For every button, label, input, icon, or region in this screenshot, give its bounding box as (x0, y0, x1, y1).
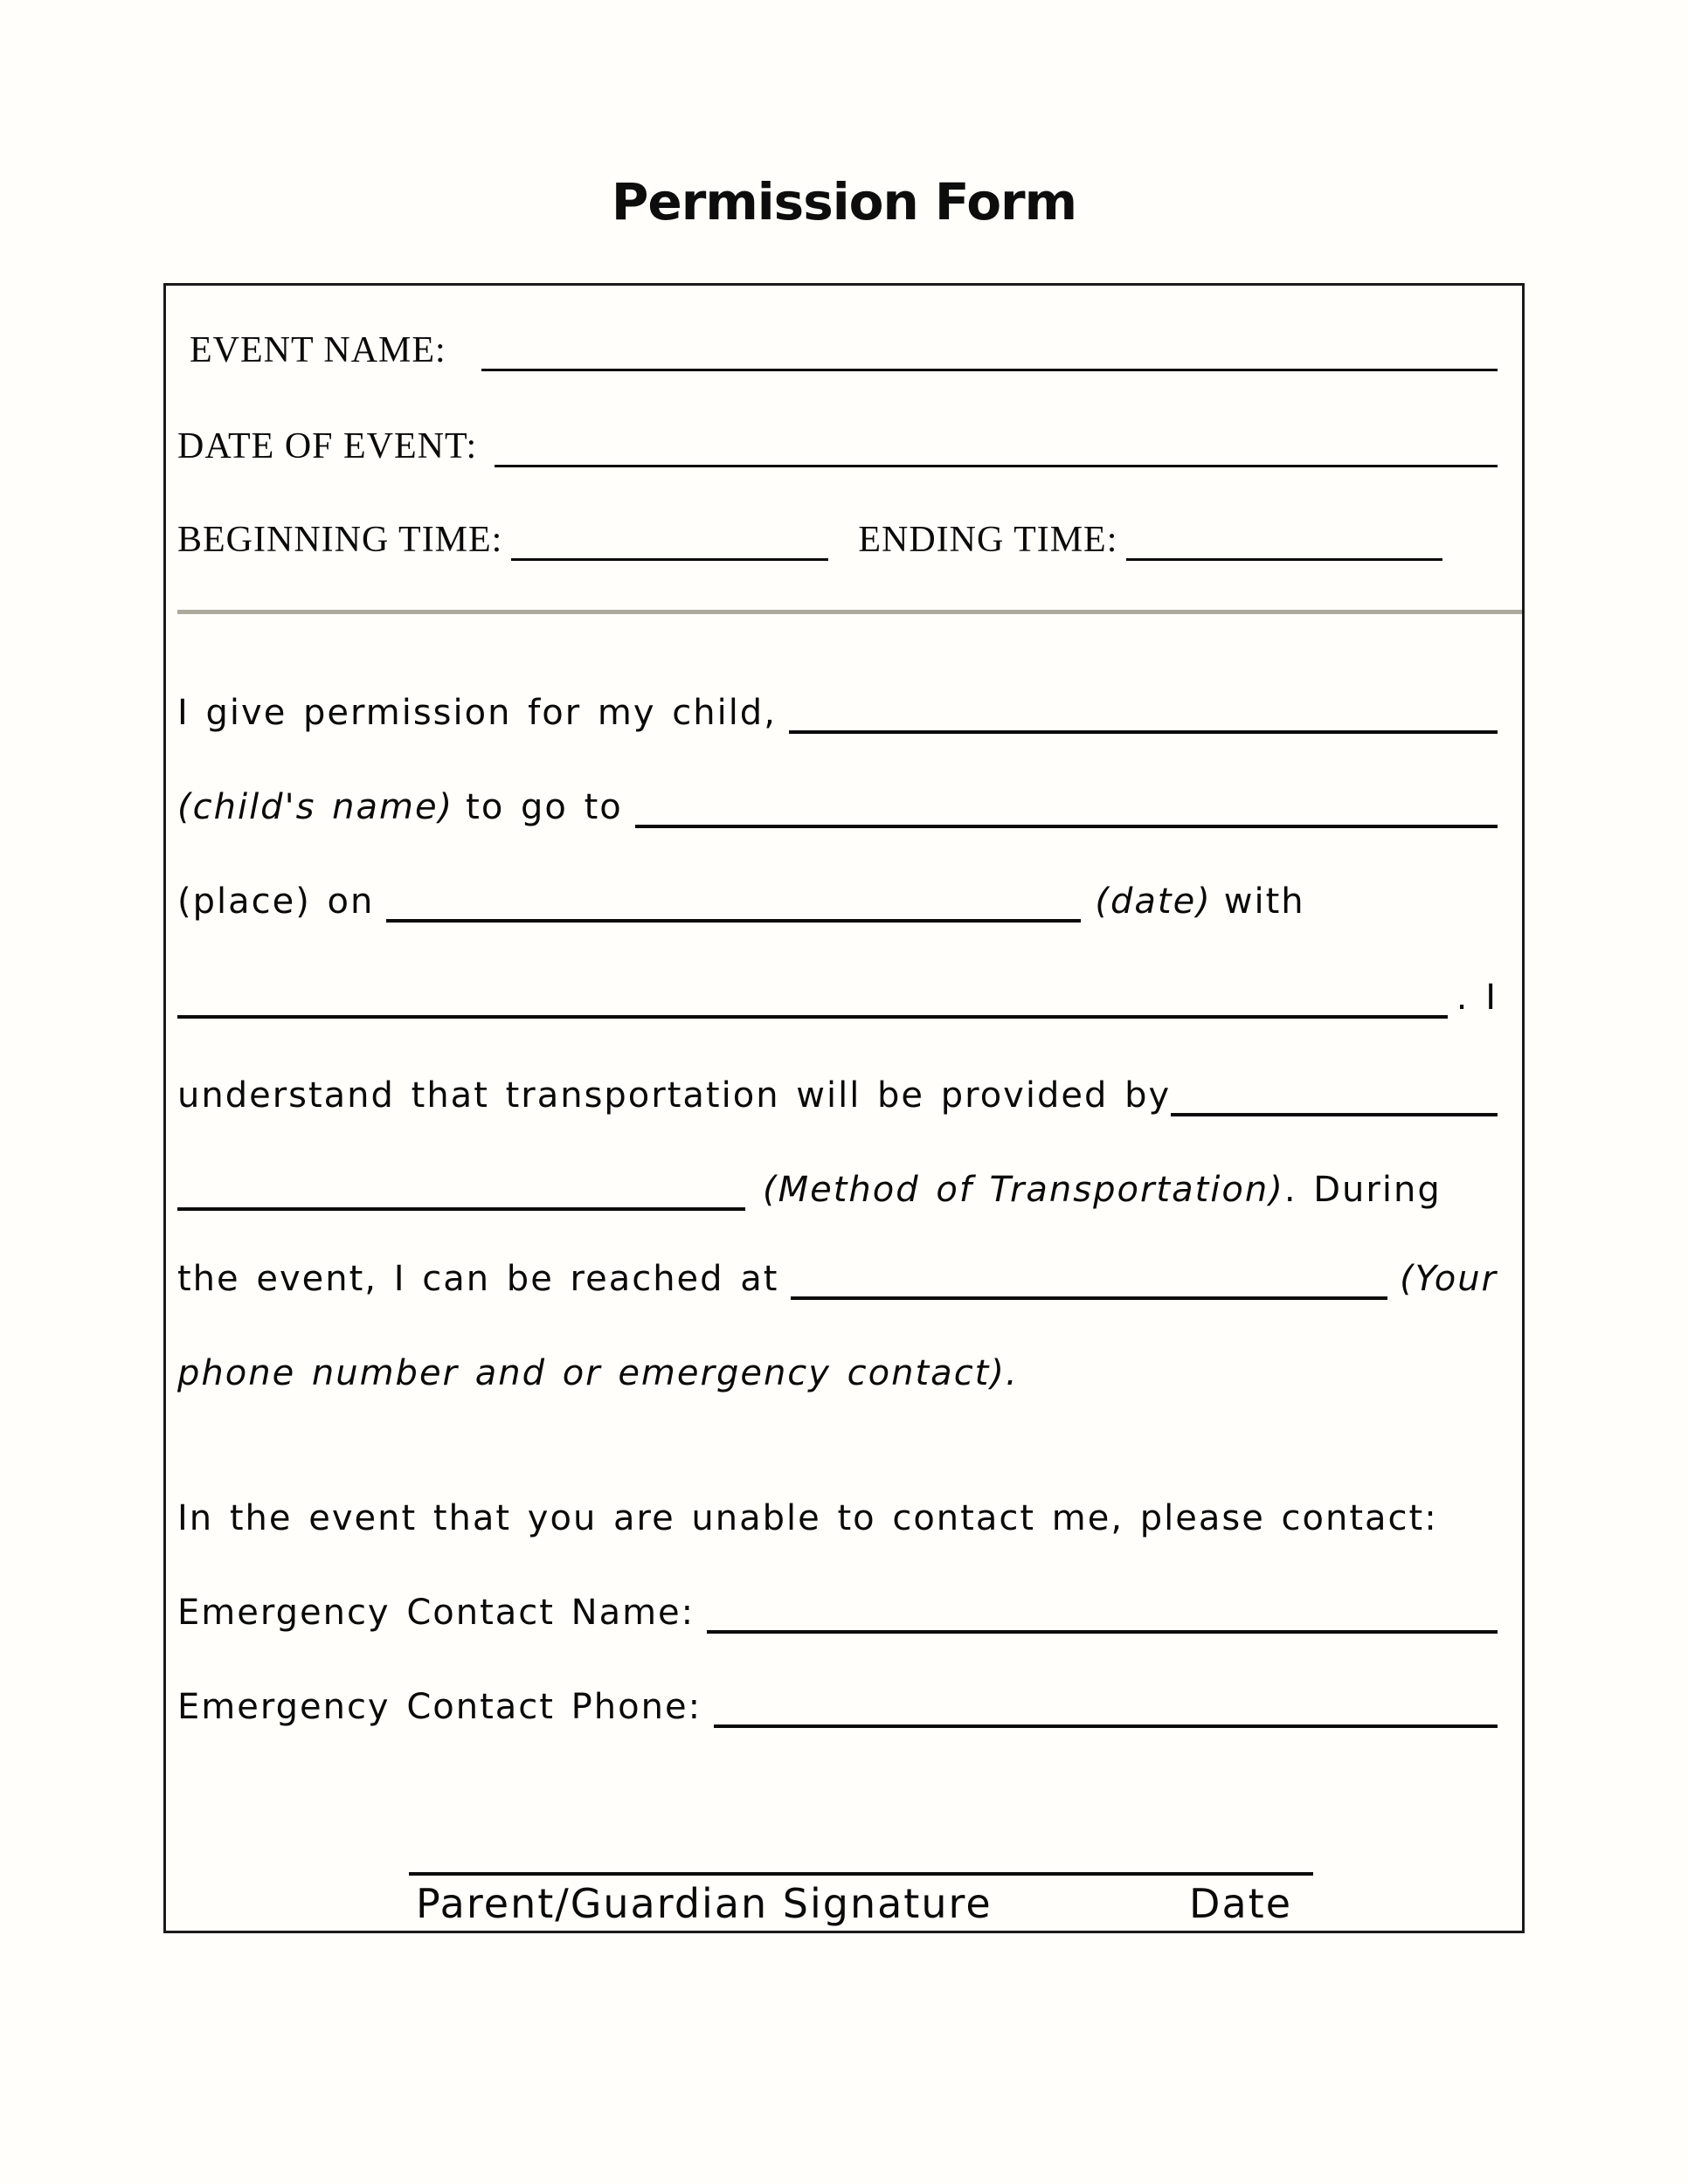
parent-guardian-signature-label: Parent/Guardian Signature (416, 1880, 993, 1927)
event-date-blank[interactable] (386, 905, 1081, 923)
during-text: . During (1283, 1170, 1442, 1210)
contact-intro-text: In the event that you are unable to contact me, please contact: (177, 1498, 1438, 1538)
permission-intro-text: I give permission for my child, (177, 693, 777, 733)
ending-time-blank[interactable] (1126, 544, 1442, 561)
to-go-to-text: to go to (466, 787, 623, 827)
place-on-text: (place) on (177, 881, 375, 922)
permission-line-5 (177, 1075, 1498, 1116)
emergency-contact-name-label: Emergency Contact Name: (177, 1593, 695, 1633)
child-name-blank[interactable] (789, 716, 1498, 734)
event-name-row (177, 329, 1498, 371)
emergency-contact-name-blank[interactable] (707, 1616, 1498, 1634)
section-divider (177, 610, 1522, 614)
emergency-contact-phone-blank[interactable] (714, 1711, 1498, 1728)
signature-block (409, 1872, 1313, 1927)
transportation-blank-2[interactable] (177, 1193, 745, 1211)
contact-intro-line (177, 1498, 1498, 1539)
emergency-name-row (177, 1593, 1498, 1634)
transportation-blank-1[interactable] (1171, 1099, 1498, 1116)
permission-line-8 (177, 1353, 1498, 1394)
destination-blank[interactable] (635, 811, 1498, 828)
emergency-phone-row (177, 1687, 1498, 1728)
permission-line-2 (177, 787, 1498, 828)
sentence-end-text: . I (1456, 978, 1498, 1018)
date-of-event-row (177, 425, 1498, 467)
ending-time-label: ENDING TIME: (858, 520, 1118, 560)
your-phone-hint-start: (Your (1400, 1259, 1498, 1299)
date-of-event-blank[interactable] (495, 451, 1498, 467)
method-of-transportation-hint: (Method of Transportation) (763, 1170, 1284, 1210)
reached-at-text: the event, I can be reached at (177, 1259, 779, 1299)
beginning-time-label: BEGINNING TIME: (177, 520, 503, 560)
permission-line-1 (177, 693, 1498, 734)
permission-line-3 (177, 881, 1498, 923)
event-name-label: EVENT NAME: (190, 330, 446, 370)
child-name-hint: (child's name) (177, 787, 454, 827)
times-row (177, 519, 1498, 561)
with-text: with (1223, 881, 1305, 922)
beginning-time-blank[interactable] (511, 544, 828, 561)
date-label: Date (1189, 1880, 1292, 1927)
date-hint: (date) (1095, 881, 1212, 922)
companion-blank[interactable] (177, 1001, 1448, 1019)
page-title: Permission Form (611, 172, 1077, 232)
permission-line-4 (177, 978, 1498, 1019)
transportation-text: understand that transportation will be provided by (177, 1075, 1172, 1116)
form-box (163, 283, 1525, 1933)
phone-blank[interactable] (791, 1282, 1387, 1300)
event-name-blank[interactable] (481, 355, 1498, 371)
date-of-event-label: DATE OF EVENT: (177, 426, 478, 467)
permission-line-7 (177, 1259, 1498, 1300)
phone-hint-end: phone number and or emergency contact). (177, 1353, 1019, 1393)
permission-line-6 (177, 1170, 1498, 1211)
signature-line[interactable] (409, 1855, 1313, 1872)
emergency-contact-phone-label: Emergency Contact Phone: (177, 1687, 702, 1727)
